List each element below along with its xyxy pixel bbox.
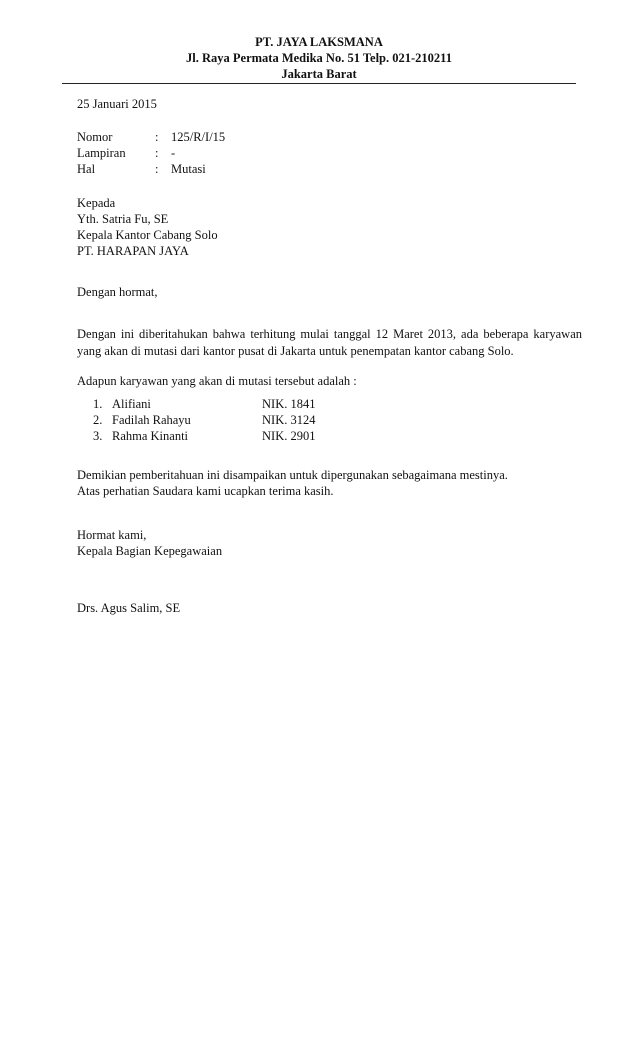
letterhead-divider <box>62 83 576 84</box>
meta-separator: : <box>155 130 159 144</box>
meta-value: 125/R/I/15 <box>171 130 226 144</box>
signoff-block <box>77 527 582 559</box>
recipient-line: PT. HARAPAN JAYA <box>77 244 189 258</box>
greeting-block <box>77 284 582 300</box>
employee-nik: NIK. 3124 <box>262 413 316 427</box>
meta-key: Hal <box>77 162 96 176</box>
signatory-name: Drs. Agus Salim, SE <box>77 601 181 615</box>
letter-meta <box>77 129 582 177</box>
letter-date: 25 Januari 2015 <box>77 97 157 111</box>
employee-list <box>77 396 582 444</box>
meta-row-hal <box>77 161 582 177</box>
signoff-salutation: Hormat kami, <box>77 528 147 542</box>
recipient-block <box>77 195 582 259</box>
list-item <box>77 396 582 412</box>
employee-name: Alifiani <box>112 397 151 411</box>
employee-name: Fadilah Rahayu <box>112 413 191 427</box>
meta-key: Lampiran <box>77 146 126 160</box>
meta-key: Nomor <box>77 130 113 144</box>
closing-block <box>77 467 582 499</box>
list-item-number: 3. <box>93 429 103 443</box>
company-address: Jl. Raya Permata Medika No. 51 Telp. 021-210211 <box>186 51 452 65</box>
meta-row-lampiran <box>77 145 582 161</box>
signatory-block <box>77 600 582 616</box>
employee-name: Rahma Kinanti <box>112 429 189 443</box>
body-paragraph: Dengan ini diberitahukan bahwa terhitung mulai tanggal 12 Maret 2013, ada beberapa karyawan yang akan di mutasi dari kantor pusat di Jakarta untuk penempatan kantor cabang Solo. <box>77 327 582 358</box>
recipient-line: Kepada <box>77 196 116 210</box>
closing-line: Demikian pemberitahuan ini disampaikan untuk dipergunakan sebagaimana mestinya. <box>77 468 508 482</box>
employee-nik: NIK. 2901 <box>262 429 316 443</box>
meta-row-nomor <box>77 129 582 145</box>
meta-value: Mutasi <box>171 162 206 176</box>
list-intro-block <box>77 373 582 389</box>
list-item-number: 2. <box>93 413 103 427</box>
recipient-line: Kepala Kantor Cabang Solo <box>77 228 218 242</box>
signoff-position: Kepala Bagian Kepegawaian <box>77 544 223 558</box>
letter-date-block <box>77 96 582 112</box>
company-name: PT. JAYA LAKSMANA <box>255 35 383 49</box>
employee-nik: NIK. 1841 <box>262 397 316 411</box>
list-intro: Adapun karyawan yang akan di mutasi tersebut adalah : <box>77 374 357 388</box>
greeting: Dengan hormat, <box>77 285 158 299</box>
letterhead <box>0 34 638 82</box>
list-item <box>77 412 582 428</box>
list-item <box>77 428 582 444</box>
meta-separator: : <box>155 162 159 176</box>
list-item-number: 1. <box>93 397 103 411</box>
meta-value: - <box>171 146 176 160</box>
company-city: Jakarta Barat <box>281 67 357 81</box>
meta-separator: : <box>155 146 159 160</box>
closing-line: Atas perhatian Saudara kami ucapkan terima kasih. <box>77 484 334 498</box>
recipient-line: Yth. Satria Fu, SE <box>77 212 169 226</box>
